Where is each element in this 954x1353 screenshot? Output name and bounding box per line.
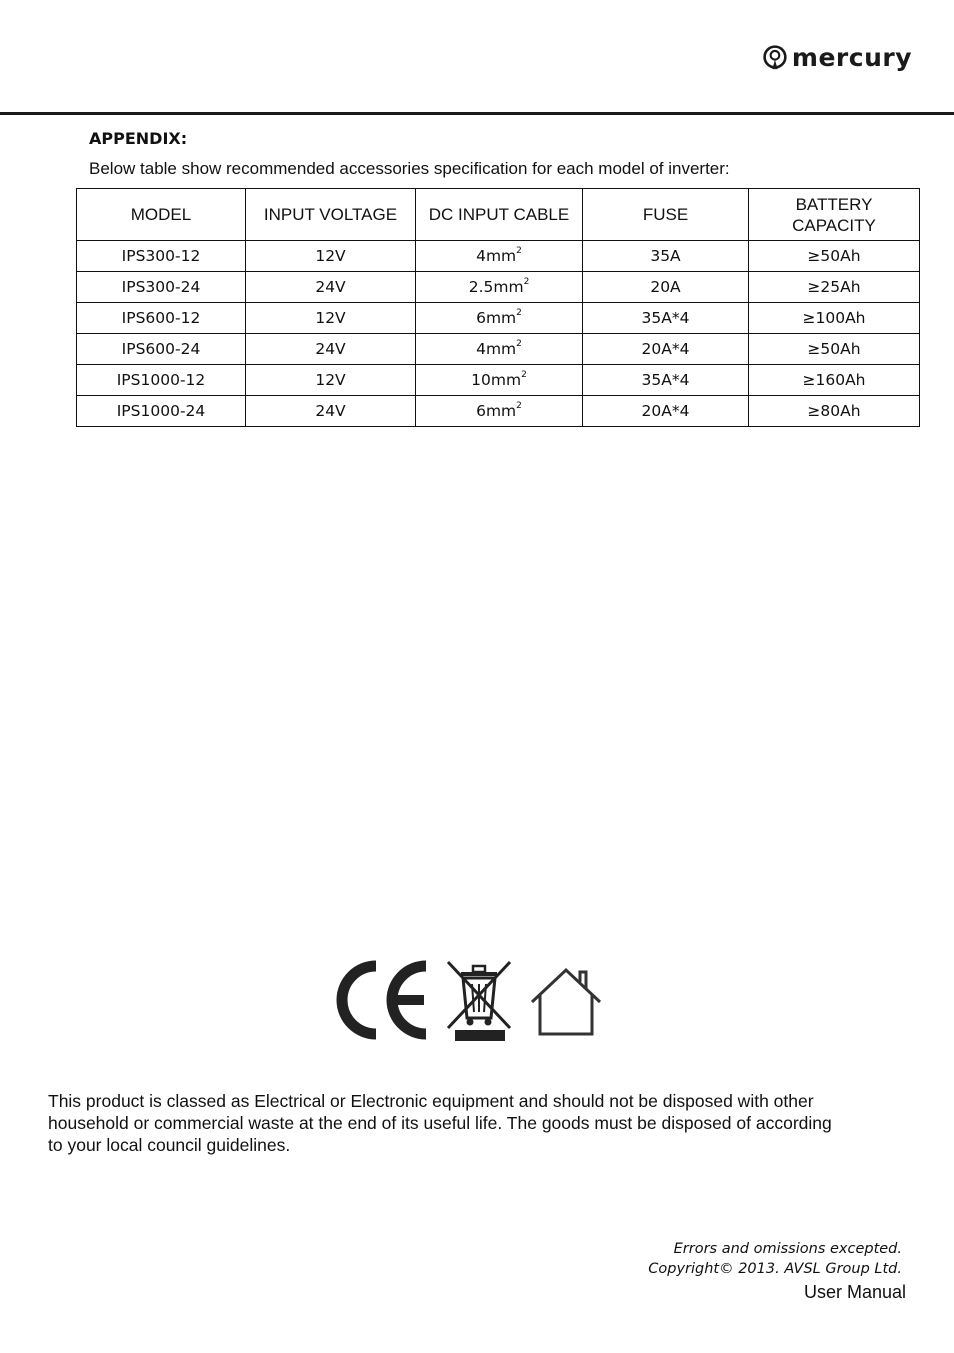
cell-fuse: 20A*4 <box>583 334 749 365</box>
cell-model: IPS300-24 <box>77 272 246 303</box>
table-header-row <box>77 189 920 241</box>
cell-battery: ≥50Ah <box>749 241 920 272</box>
cell-battery: ≥50Ah <box>749 334 920 365</box>
cell-battery: ≥25Ah <box>749 272 920 303</box>
cable-superscript: 2 <box>516 246 522 256</box>
cell-model: IPS300-12 <box>77 241 246 272</box>
column-header-battery-capacity <box>749 189 920 241</box>
table-row <box>77 365 920 396</box>
errors-notice: Errors and omissions excepted. <box>673 1241 902 1257</box>
cable-superscript: 2 <box>523 277 530 287</box>
cable-superscript: 2 <box>516 308 522 318</box>
table-row <box>77 272 920 303</box>
cable-size: 10mm <box>471 371 522 389</box>
column-header-model: MODEL <box>77 189 246 241</box>
cell-cable <box>416 303 583 334</box>
table-row <box>77 303 920 334</box>
cell-voltage: 24V <box>246 334 416 365</box>
cell-battery: ≥80Ah <box>749 396 920 427</box>
cell-model: IPS600-24 <box>77 334 246 365</box>
cell-battery: ≥100Ah <box>749 303 920 334</box>
cell-cable <box>416 272 583 303</box>
disposal-line-2: household or commercial waste at the end of its useful life. The goods must be disposed of according <box>48 1113 832 1133</box>
cell-cable <box>416 241 583 272</box>
cell-model: IPS1000-24 <box>77 396 246 427</box>
brand-logo <box>762 40 912 74</box>
cell-fuse: 35A*4 <box>583 365 749 396</box>
cell-voltage: 24V <box>246 396 416 427</box>
cell-battery: ≥160Ah <box>749 365 920 396</box>
cell-model: IPS1000-12 <box>77 365 246 396</box>
cable-size: 2.5mm <box>468 278 524 296</box>
accessories-spec-table <box>76 188 920 427</box>
house-icon <box>532 970 600 1034</box>
cell-model: IPS600-12 <box>77 303 246 334</box>
document-type-label: User Manual <box>803 1282 906 1302</box>
cell-voltage: 12V <box>246 241 416 272</box>
battery-header-line1: BATTERY <box>795 194 873 214</box>
disposal-line-1: This product is classed as Electrical or Electronic equipment and should not be disposed with other <box>48 1091 814 1111</box>
cell-fuse: 20A*4 <box>583 396 749 427</box>
cell-voltage: 12V <box>246 365 416 396</box>
disposal-notice <box>48 1090 888 1156</box>
table-row <box>77 334 920 365</box>
cell-fuse: 35A <box>583 241 749 272</box>
battery-header-line2: CAPACITY <box>792 215 876 235</box>
column-header-dc-input-cable: DC INPUT CABLE <box>416 189 583 241</box>
table-row <box>77 396 920 427</box>
appendix-intro: Below table show recommended accessories specification for each model of inverter: <box>89 159 730 178</box>
cell-fuse: 20A <box>583 272 749 303</box>
cable-superscript: 2 <box>521 370 527 380</box>
cell-voltage: 24V <box>246 272 416 303</box>
ce-mark-icon <box>342 966 426 1034</box>
compliance-marks <box>334 958 604 1046</box>
column-header-input-voltage: INPUT VOLTAGE <box>246 189 416 241</box>
cell-cable <box>416 365 583 396</box>
cable-size: 4mm <box>476 340 517 358</box>
footer-legal <box>648 1240 902 1279</box>
weee-crossed-bin-icon <box>448 962 510 1041</box>
appendix-title: APPENDIX: <box>89 129 188 148</box>
mercury-logo-icon <box>762 42 788 72</box>
cable-size: 4mm <box>476 247 517 265</box>
cell-cable <box>416 396 583 427</box>
cable-superscript: 2 <box>516 339 522 349</box>
logo-text: mercury <box>791 42 912 72</box>
table-row <box>77 241 920 272</box>
cable-size: 6mm <box>476 309 517 327</box>
disposal-line-3: to your local council guidelines. <box>48 1135 291 1155</box>
header-divider <box>0 112 954 115</box>
cell-fuse: 35A*4 <box>583 303 749 334</box>
copyright-notice: Copyright© 2013. AVSL Group Ltd. <box>648 1260 902 1277</box>
cell-voltage: 12V <box>246 303 416 334</box>
cable-size: 6mm <box>476 402 517 420</box>
cell-cable <box>416 334 583 365</box>
column-header-fuse: FUSE <box>583 189 749 241</box>
cable-superscript: 2 <box>516 401 522 411</box>
